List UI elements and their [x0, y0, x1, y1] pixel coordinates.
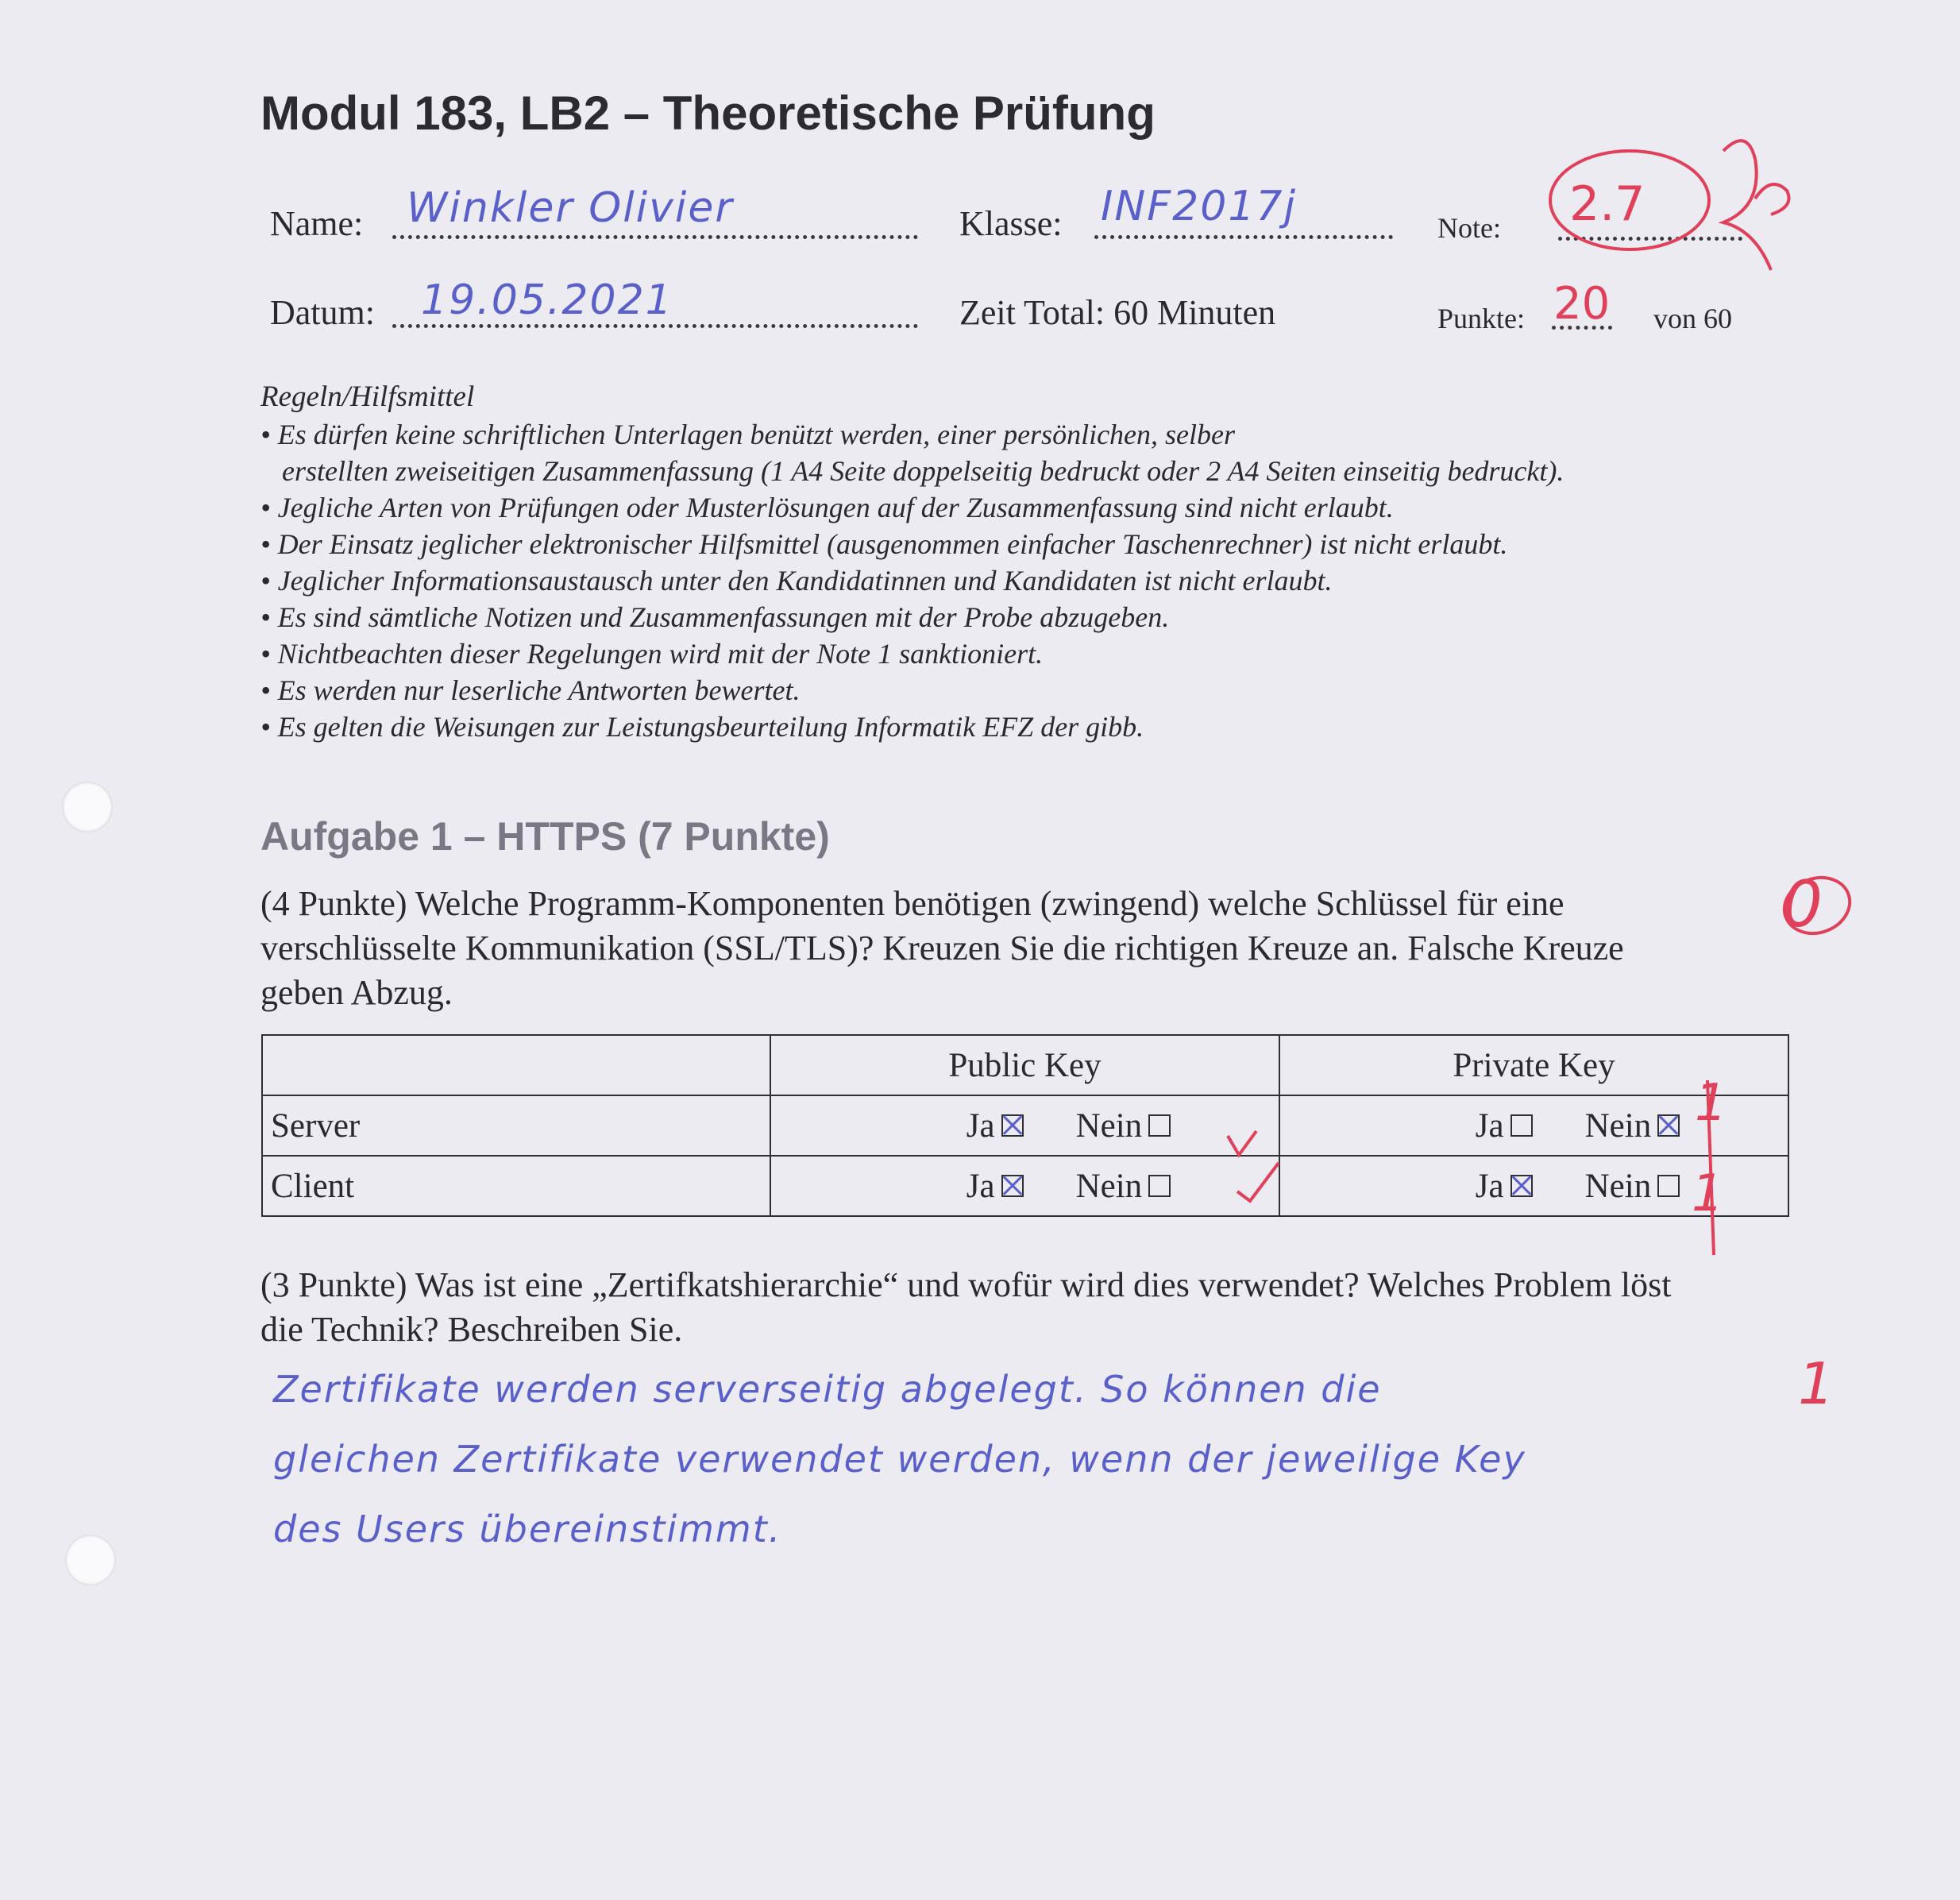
nein-label: Nein	[1584, 1167, 1652, 1205]
server-row-mark: 1	[1695, 1074, 1727, 1133]
nein-label: Nein	[1075, 1106, 1143, 1145]
ja-label: Ja	[1475, 1106, 1504, 1145]
checkbox-client-public-ja[interactable]	[1001, 1175, 1024, 1197]
punch-hole	[62, 782, 113, 832]
row-label-server: Server	[262, 1095, 770, 1156]
note-value: 2.7	[1569, 176, 1646, 232]
ja-label: Ja	[966, 1106, 995, 1145]
checkbox-server-private-ja[interactable]	[1511, 1114, 1533, 1137]
punch-hole	[65, 1535, 116, 1585]
q1-score: 0	[1782, 867, 1823, 941]
task1-title: Aufgabe 1 – HTTPS (7 Punkte)	[260, 814, 830, 859]
klasse-value: INF2017j	[1101, 183, 1297, 230]
punkte-value: 20	[1553, 278, 1611, 330]
server-public-cell	[770, 1095, 1279, 1156]
answer-line: Zertifikate werden serverseitig abgelegt. So können die	[273, 1368, 1382, 1411]
answer-line: gleichen Zertifikate verwendet werden, wenn der jeweilige Key	[273, 1438, 1526, 1481]
page-title: Modul 183, LB2 – Theoretische Prüfung	[260, 87, 1156, 140]
datum-line	[392, 324, 918, 328]
checkbox-client-private-ja[interactable]	[1511, 1175, 1533, 1197]
klasse-line	[1094, 235, 1393, 239]
nein-label: Nein	[1584, 1106, 1652, 1145]
task1-question1: (4 Punkte) Welche Programm-Komponenten benötigen (zwingend) welche Schlüssel für eine verschlüsselte Kommunikation (SSL/TLS)? Kreuzen Sie die richtigen Kreuze an. Falsche Kreuze geben Abzug.	[260, 884, 1624, 1012]
rule-item: • Es sind sämtliche Notizen und Zusammenfassungen mit der Probe abzugeben.	[260, 601, 1170, 633]
rules-heading: Regeln/Hilfsmittel	[260, 380, 475, 413]
punkte-label: Punkte:	[1437, 303, 1526, 334]
task1-question2: (3 Punkte) Was ist eine „Zertifkatshierarchie“ und wofür wird dies verwendet? Welches Problem löst die Technik? Beschreiben Sie.	[260, 1265, 1672, 1349]
rule-item: • Nichtbeachten dieser Regelungen wird mit der Note 1 sanktioniert.	[260, 638, 1044, 670]
zeit-total: Zeit Total: 60 Minuten	[959, 293, 1276, 332]
client-public-cell	[770, 1156, 1279, 1216]
header-private-key: Private Key	[1279, 1035, 1788, 1095]
note-line	[1558, 237, 1742, 241]
ja-label: Ja	[966, 1167, 995, 1205]
table-header-row	[262, 1035, 1788, 1095]
rule-item: erstellten zweiseitigen Zusammenfassung (1 A4 Seite doppelseitig bedruckt oder 2 A4 Seiten einseitig bedruckt).	[260, 455, 1565, 487]
checkbox-client-private-nein[interactable]	[1657, 1175, 1680, 1197]
name-label: Name:	[270, 204, 364, 243]
initials-scribble-2	[1755, 184, 1789, 214]
datum-label: Datum:	[270, 293, 375, 332]
checkbox-server-private-nein[interactable]	[1657, 1114, 1680, 1137]
rule-item: • Es gelten die Weisungen zur Leistungsbeurteilung Informatik EFZ der gibb.	[260, 711, 1144, 743]
checkbox-client-public-nein[interactable]	[1148, 1175, 1171, 1197]
note-label: Note:	[1437, 212, 1501, 244]
rule-item: • Es dürfen keine schriftlichen Unterlagen benützt werden, einer persönlichen, selber	[260, 419, 1236, 450]
row-label-client: Client	[262, 1156, 770, 1216]
answer-line: des Users übereinstimmt.	[273, 1508, 782, 1551]
klasse-label: Klasse:	[959, 204, 1063, 243]
q2-score: 1	[1798, 1350, 1835, 1417]
rule-item: • Der Einsatz jeglicher elektronischer Hilfsmittel (ausgenommen einfacher Taschenrechner) ist nicht erlaubt.	[260, 528, 1508, 560]
header-empty-cell	[262, 1035, 770, 1095]
punkte-suffix: von 60	[1653, 303, 1732, 334]
nein-label: Nein	[1075, 1167, 1143, 1205]
client-row-mark: 1	[1692, 1164, 1724, 1223]
datum-value: 19.05.2021	[421, 276, 673, 324]
rule-item: • Es werden nur leserliche Antworten bewertet.	[260, 674, 801, 706]
ja-label: Ja	[1475, 1167, 1504, 1205]
rule-item: • Jegliche Arten von Prüfungen oder Musterlösungen auf der Zusammenfassung sind nicht erlaubt.	[260, 492, 1394, 523]
name-value: Winkler Olivier	[407, 184, 734, 232]
key-table	[261, 1034, 1789, 1217]
checkbox-server-public-ja[interactable]	[1001, 1114, 1024, 1137]
header-public-key: Public Key	[770, 1035, 1279, 1095]
table-row	[262, 1095, 1788, 1156]
table-row	[262, 1156, 1788, 1216]
rules-list	[260, 416, 1769, 745]
name-line	[392, 235, 918, 239]
checkbox-server-public-nein[interactable]	[1148, 1114, 1171, 1137]
rule-item: • Jeglicher Informationsaustausch unter den Kandidatinnen und Kandidaten ist nicht erlaubt.	[260, 565, 1333, 597]
initials-scribble	[1723, 141, 1771, 270]
